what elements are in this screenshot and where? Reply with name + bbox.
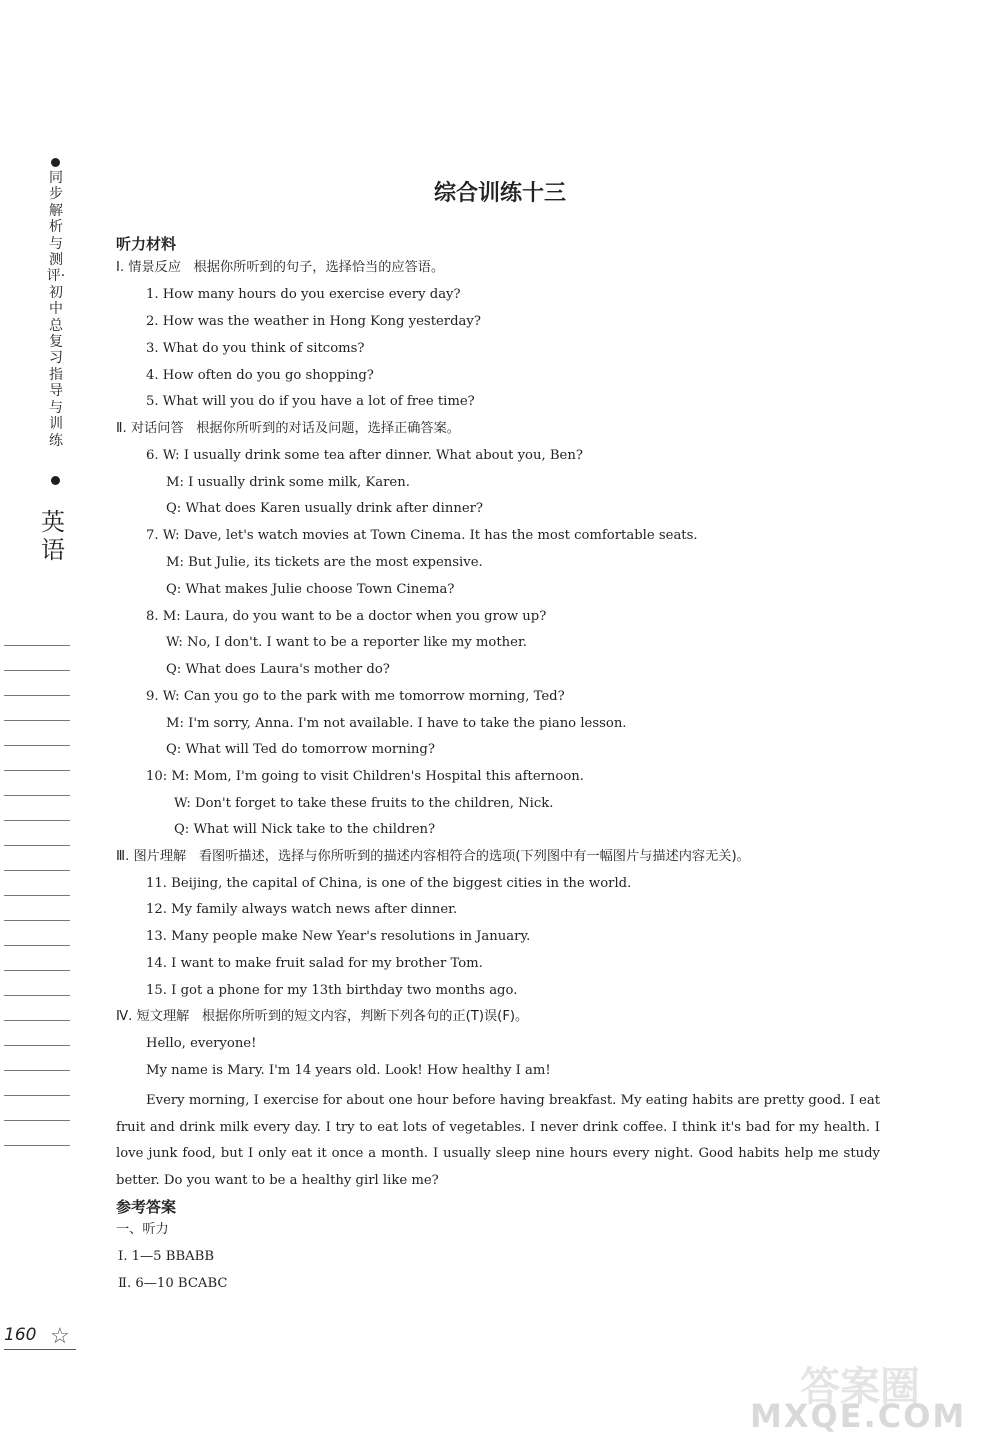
star-icon: ☆ (50, 1324, 70, 1349)
list-item: 15. I got a phone for my 13th birthday two months ago. (146, 983, 518, 998)
dialogue-line: W: No, I don't. I want to be a reporter like my mother. (166, 635, 527, 650)
passage-intro: My name is Mary. I'm 14 years old. Look! How healthy I am! (146, 1063, 551, 1078)
dialogue-line: Q: What will Nick take to the children? (174, 822, 436, 837)
watermark-url: MXQE.COM (750, 1397, 967, 1435)
dialogue-line: W: Don't forget to take these fruits to the children, Nick. (174, 796, 554, 811)
list-item: 3. What do you think of sitcoms? (146, 341, 365, 356)
page-number-rule (4, 1349, 76, 1350)
dialogue-line: 9. W: Can you go to the park with me tomorrow morning, Ted? (146, 689, 565, 704)
dialogue-line: M: I usually drink some milk, Karen. (166, 475, 410, 490)
dialogue-line: Q: What does Karen usually drink after dinner? (166, 501, 484, 516)
section-4-header: Ⅳ. 短文理解 根据你所听到的短文内容，判断下列各句的正(T)误(F)。 (116, 1009, 529, 1024)
sidebar-dot-top (51, 158, 60, 167)
section-3-header: Ⅲ. 图片理解 看图听描述，选择与你所听到的描述内容相符合的选项(下列图中有一幅图片与描述内容无关)。 (116, 849, 750, 864)
list-item: 11. Beijing, the capital of China, is one of the biggest cities in the world. (146, 876, 632, 891)
dialogue-line: Q: What will Ted do tomorrow morning? (166, 742, 435, 757)
dialogue-line: Q: What does Laura's mother do? (166, 662, 390, 677)
answer-line: Ⅱ. 6—10 BCABC (118, 1276, 228, 1291)
list-item: 1. How many hours do you exercise every day? (146, 287, 461, 302)
list-item: 14. I want to make fruit salad for my brother Tom. (146, 956, 483, 971)
list-item: 5. What will you do if you have a lot of free time? (146, 394, 475, 409)
dialogue-line: 7. W: Dave, let's watch movies at Town Cinema. It has the most comfortable seats. (146, 528, 698, 543)
sidebar-dot-bottom (51, 476, 60, 485)
dialogue-line: Q: What makes Julie choose Town Cinema? (166, 582, 455, 597)
list-item: 2. How was the weather in Hong Kong yesterday? (146, 314, 481, 329)
page-title: 综合训练十三 (433, 181, 566, 206)
list-item: 12. My family always watch news after dinner. (146, 902, 458, 917)
passage-greeting: Hello, everyone! (146, 1036, 257, 1051)
list-item: 13. Many people make New Year's resolutions in January. (146, 929, 531, 944)
section-2-header: Ⅱ. 对话问答 根据你所听到的对话及问题，选择正确答案。 (116, 421, 460, 436)
dialogue-line: 8. M: Laura, do you want to be a doctor when you grow up? (146, 609, 547, 624)
answers-part1: 一、听力 (116, 1222, 169, 1237)
passage-body: Every morning, I exercise for about one hour before having breakfast. My eating habits are pretty good. I eat fruit and drink milk every day. I try to eat lots of vegetables. I never drink coffee. I think it's bad for my health. I love junk food, but I only eat it once a month. I usually sleep nine hours every night. Good habits help me study better. Do you want to be a healthy girl like me? (116, 1093, 880, 1188)
sidebar-subject: 英语 (41, 508, 65, 564)
page-number: 160 (4, 1325, 37, 1345)
dialogue-line: M: I'm sorry, Anna. I'm not available. I have to take the piano lesson. (166, 716, 627, 731)
dialogue-line: M: But Julie, its tickets are the most expensive. (166, 555, 483, 570)
sidebar-series-text: 同步解析与测评·初中总复习指导与训练 (46, 170, 66, 449)
dialogue-line: 10: M: Mom, I'm going to visit Children's Hospital this afternoon. (146, 769, 584, 784)
list-item: 4. How often do you go shopping? (146, 368, 374, 383)
watermark-brand: 答案圈 (800, 1364, 920, 1410)
answers-heading: 参考答案 (116, 1198, 177, 1216)
listening-heading: 听力材料 (116, 235, 177, 253)
dialogue-line: 6. W: I usually drink some tea after dinner. What about you, Ben? (146, 448, 583, 463)
section-1-header: Ⅰ. 情景反应 根据你所听到的句子，选择恰当的应答语。 (116, 260, 445, 275)
answer-line: Ⅰ. 1—5 BBABB (118, 1249, 215, 1264)
